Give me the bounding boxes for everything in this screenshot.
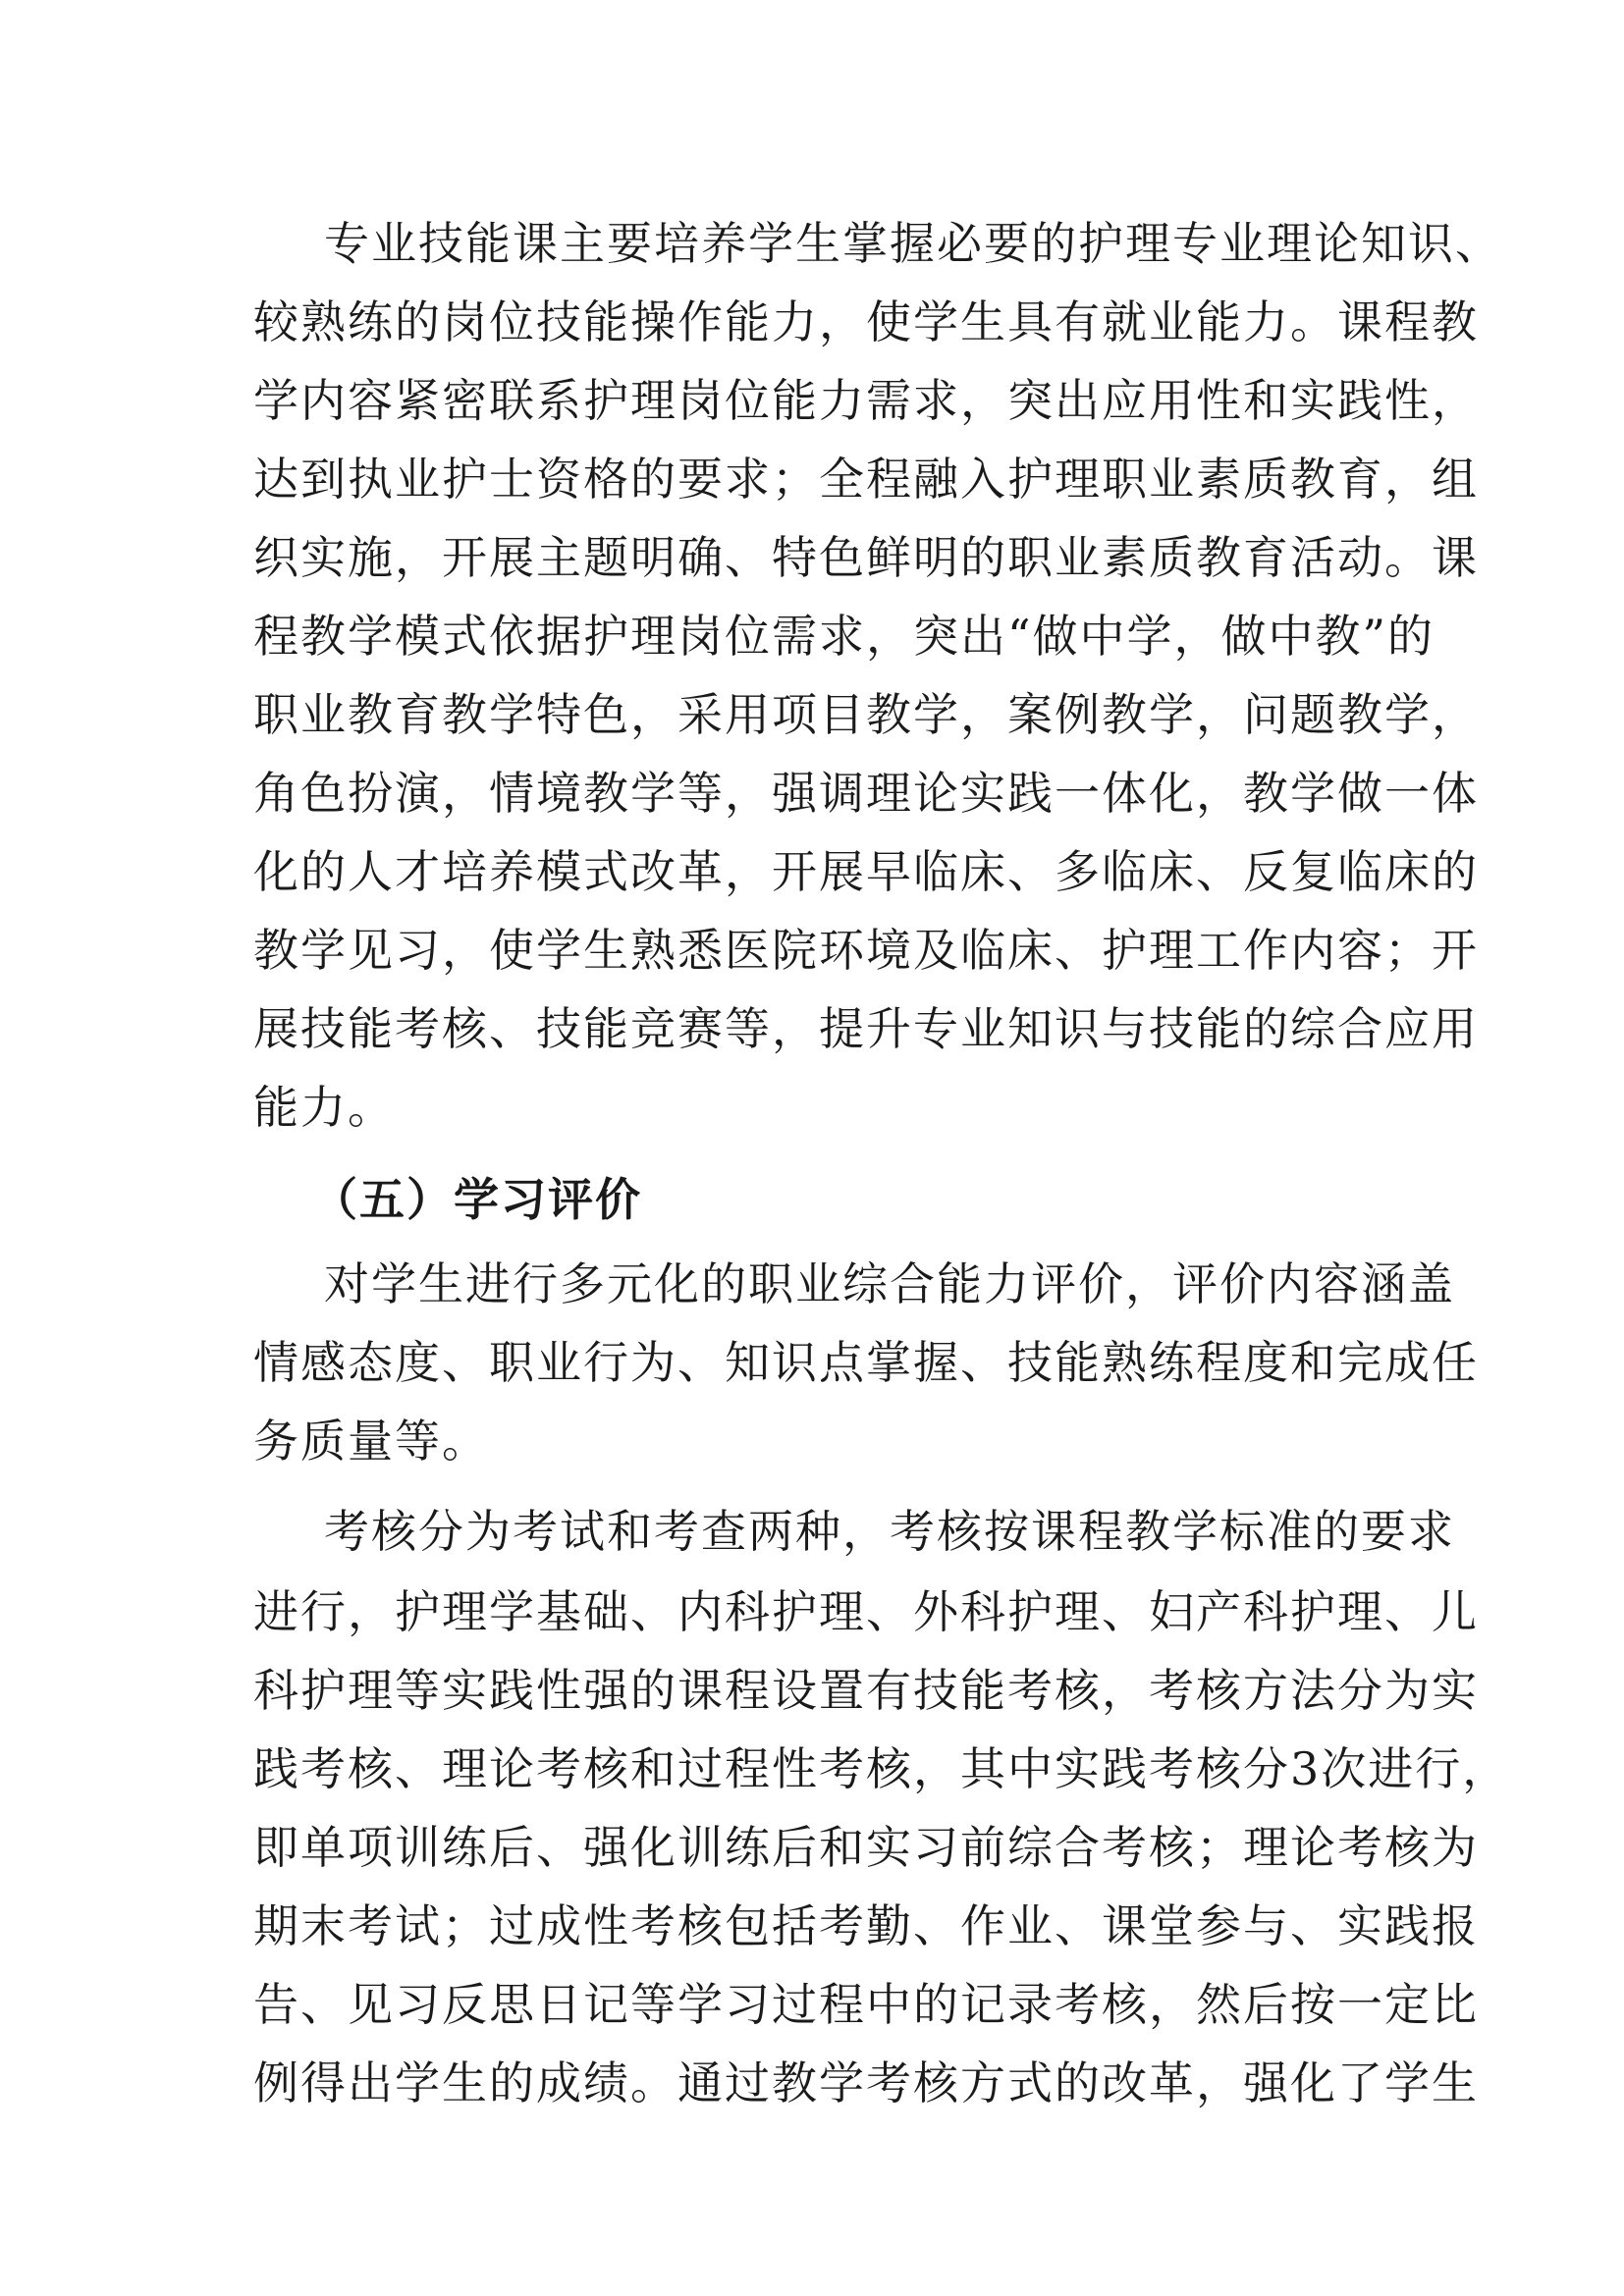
paragraph-line: 角色扮演，情境教学等，强调理论实践一体化，教学做一体 — [253, 767, 1479, 820]
paragraph-line: 情感态度、职业行为、知识点掌握、技能熟练程度和完成任 — [253, 1336, 1479, 1389]
paragraph-line: 进行，护理学基础、内科护理、外科护理、妇产科护理、儿 — [253, 1585, 1479, 1638]
paragraph-line: 教学见习，使学生熟悉医院环境及临床、护理工作内容；开 — [253, 924, 1479, 977]
paragraph-line: 例得出学生的成绩。通过教学考核方式的改革，强化了学生 — [253, 2056, 1479, 2109]
paragraph-line: 程教学模式依据护理岗位需求，突出“做中学，做中教”的 — [253, 610, 1435, 663]
paragraph-line: 对学生进行多元化的职业综合能力评价，评价内容涵盖 — [324, 1257, 1455, 1310]
section-heading: （五）学习评价 — [312, 1173, 642, 1226]
paragraph-line: 践考核、理论考核和过程性考核，其中实践考核分3次进行， — [253, 1742, 1510, 1795]
paragraph-line: 织实施，开展主题明确、特色鲜明的职业素质教育活动。课 — [253, 531, 1479, 584]
paragraph-line: 学内容紧密联系护理岗位能力需求，突出应用性和实践性， — [253, 374, 1479, 427]
paragraph-line: 较熟练的岗位技能操作能力，使学生具有就业能力。课程教 — [253, 295, 1479, 348]
paragraph-line: 考核分为考试和考查两种，考核按课程教学标准的要求 — [324, 1505, 1455, 1558]
paragraph-line: 科护理等实践性强的课程设置有技能考核，考核方法分为实 — [253, 1664, 1479, 1717]
paragraph-line: 达到执业护士资格的要求；全程融入护理职业素质教育，组 — [253, 453, 1479, 506]
paragraph-line: 告、见习反思日记等学习过程中的记录考核，然后按一定比 — [253, 1978, 1479, 2031]
paragraph-line: 务质量等。 — [253, 1415, 489, 1468]
paragraph-line: 化的人才培养模式改革，开展早临床、多临床、反复临床的 — [253, 845, 1479, 898]
paragraph-line: 能力。 — [253, 1081, 395, 1134]
paragraph-line: 专业技能课主要培养学生掌握必要的护理专业理论知识、 — [324, 217, 1502, 270]
paragraph-line: 职业教育教学特色，采用项目教学，案例教学，问题教学， — [253, 688, 1479, 741]
paragraph-line: 期末考试；过成性考核包括考勤、作业、课堂参与、实践报 — [253, 1899, 1479, 1952]
paragraph-line: 即单项训练后、强化训练后和实习前综合考核；理论考核为 — [253, 1821, 1479, 1874]
paragraph-line: 展技能考核、技能竞赛等，提升专业知识与技能的综合应用 — [253, 1002, 1479, 1055]
